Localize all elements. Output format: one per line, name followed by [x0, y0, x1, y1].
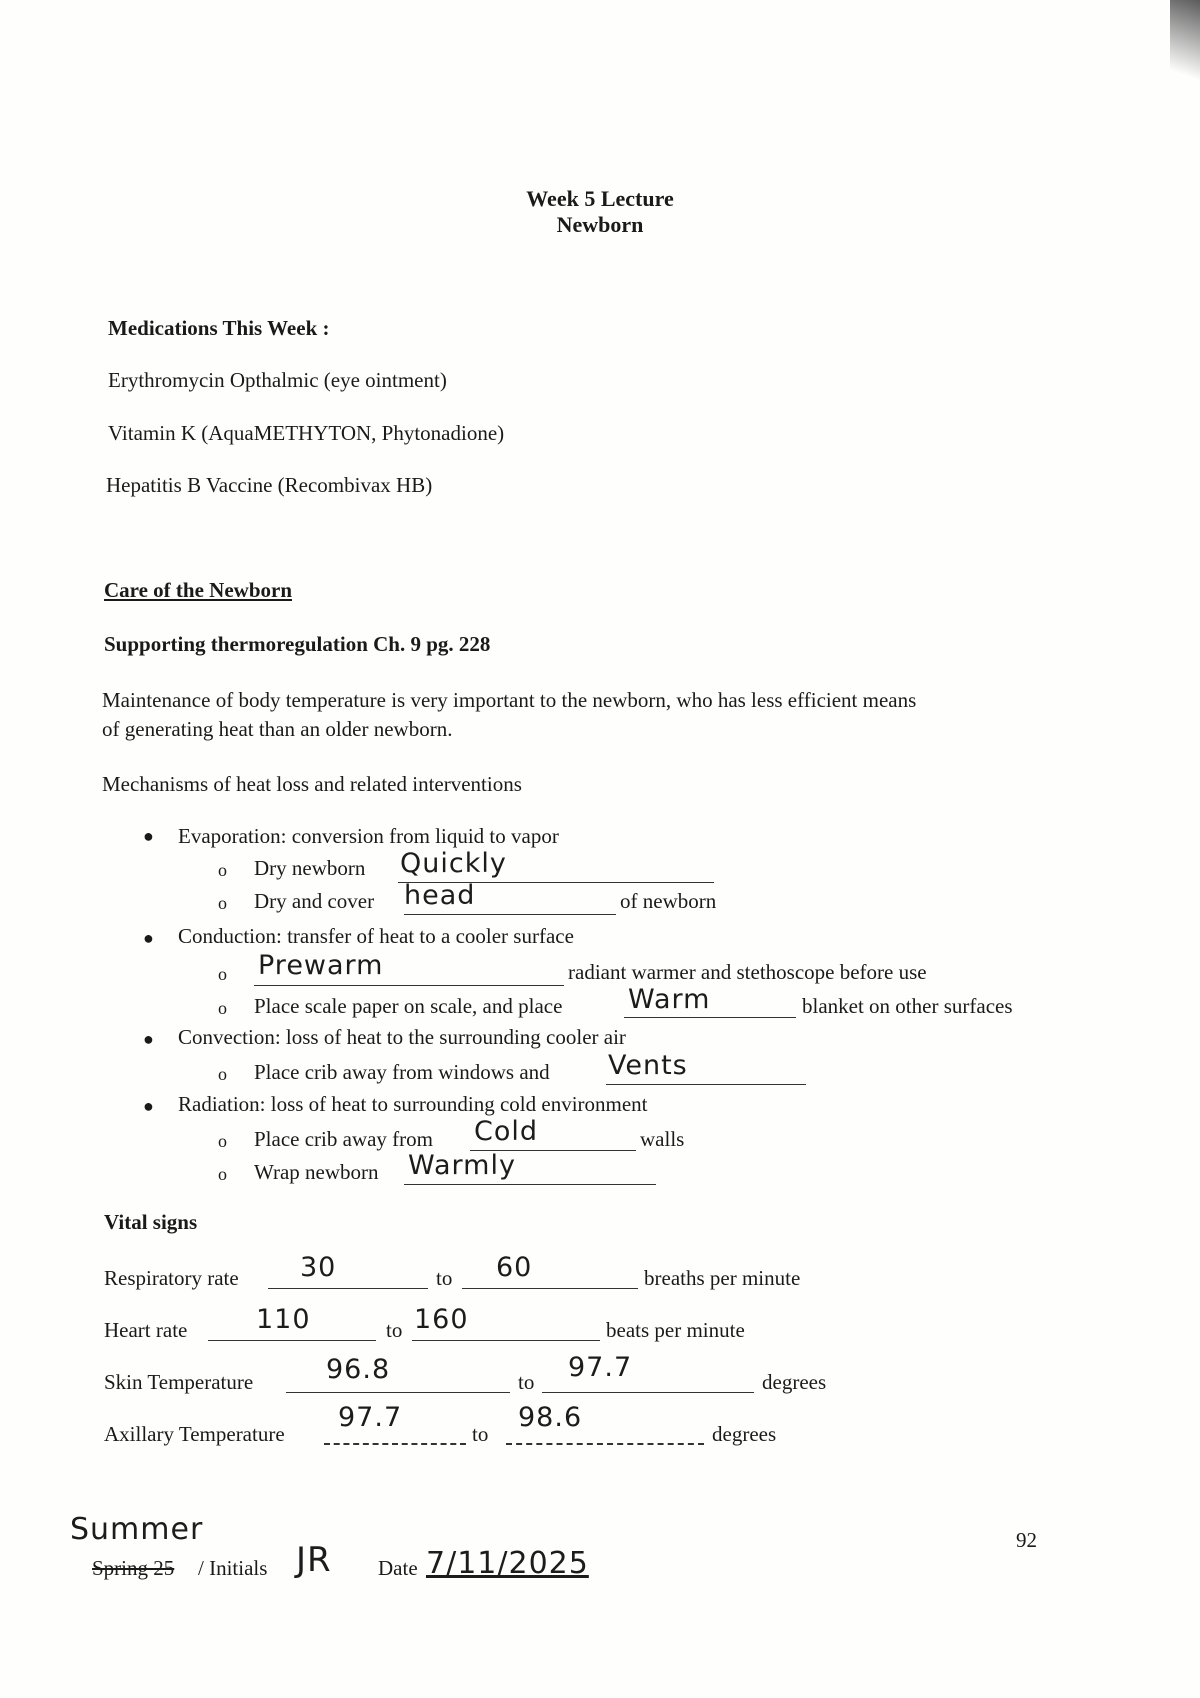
answer-blank — [412, 1340, 600, 1341]
heart-rate-unit: beats per minute — [606, 1318, 745, 1342]
answer-vents: Vents — [608, 1050, 688, 1081]
answer-blank — [268, 1288, 428, 1289]
answer-blank — [542, 1392, 754, 1393]
answer-quickly: Quickly — [400, 848, 507, 879]
skin-temp-unit: degrees — [762, 1370, 827, 1394]
sub-bullet-icon: o — [218, 1131, 227, 1151]
skin-temp-label: Skin Temperature — [104, 1370, 254, 1394]
answer-warmly: Warmly — [408, 1150, 516, 1181]
term-printed-struck: Spring 25 — [92, 1556, 175, 1580]
respiratory-high-value: 60 — [496, 1252, 533, 1283]
initials-value: JR — [296, 1540, 332, 1580]
answer-blank — [462, 1288, 638, 1289]
axillary-high-value: 98.6 — [518, 1402, 583, 1433]
answer-blank — [286, 1392, 510, 1393]
answer-head: head — [404, 880, 476, 911]
answer-blank — [506, 1443, 704, 1445]
respiratory-unit: breaths per minute — [644, 1266, 801, 1290]
bullet-icon: ● — [143, 826, 154, 846]
sub-bullet-icon: o — [218, 893, 227, 913]
axillary-temp-label: Axillary Temperature — [104, 1422, 285, 1446]
evaporation-label: Evaporation: conversion from liquid to vapor — [178, 824, 559, 848]
bullet-icon: ● — [143, 928, 154, 948]
answer-blank — [606, 1084, 806, 1085]
page-number: 92 — [1016, 1528, 1037, 1552]
care-heading: Care of the Newborn — [104, 578, 292, 602]
to-label: to — [472, 1422, 489, 1446]
answer-blank — [254, 985, 564, 986]
lecture-subtitle: Newborn — [556, 212, 644, 237]
to-label: to — [436, 1266, 453, 1290]
initials-label: / Initials — [198, 1556, 268, 1580]
conduction-item-2-text: Place scale paper on scale, and place — [254, 994, 563, 1018]
date-value: 7/11/2025 — [426, 1546, 589, 1581]
answer-blank — [404, 1184, 656, 1185]
medication-item: Hepatitis B Vaccine (Recombivax HB) — [106, 473, 433, 497]
heart-high-value: 160 — [414, 1304, 469, 1335]
medication-item: Erythromycin Opthalmic (eye ointment) — [108, 368, 447, 392]
sub-bullet-icon: o — [218, 964, 227, 984]
term-handwritten: Summer — [70, 1512, 204, 1547]
conduction-item-2-suffix: blanket on other surfaces — [802, 994, 1013, 1018]
sub-bullet-icon: o — [218, 998, 227, 1018]
paragraph-line: of generating heat than an older newborn. — [102, 717, 453, 741]
answer-prewarm: Prewarm — [258, 950, 384, 981]
sub-bullet-icon: o — [218, 1064, 227, 1084]
conduction-label: Conduction: transfer of heat to a cooler surface — [178, 924, 574, 948]
lecture-title: Week 5 Lecture — [526, 186, 674, 211]
heart-rate-label: Heart rate — [104, 1318, 188, 1342]
radiation-item-1-text: Place crib away from — [254, 1127, 434, 1151]
radiation-item-2-text: Wrap newborn — [254, 1160, 379, 1184]
mechanisms-title: Mechanisms of heat loss and related interventions — [102, 772, 522, 796]
convection-label: Convection: loss of heat to the surrounding cooler air — [178, 1025, 626, 1049]
axillary-temp-unit: degrees — [712, 1422, 777, 1446]
medication-item: Vitamin K (AquaMETHYTON, Phytonadione) — [108, 421, 505, 445]
answer-blank — [624, 1017, 796, 1018]
paragraph-line: Maintenance of body temperature is very important to the newborn, who has less efficient means — [102, 688, 917, 712]
answer-blank — [324, 1443, 466, 1445]
sub-bullet-icon: o — [218, 1164, 227, 1184]
evaporation-item-1-text: Dry newborn — [254, 856, 366, 880]
vital-signs-heading: Vital signs — [104, 1210, 198, 1234]
heart-low-value: 110 — [256, 1304, 311, 1335]
evaporation-item-2-suffix: of newborn — [620, 889, 717, 913]
sub-bullet-icon: o — [218, 860, 227, 880]
convection-item-1-text: Place crib away from windows and — [254, 1060, 550, 1084]
answer-cold: Cold — [474, 1116, 539, 1147]
bullet-icon: ● — [143, 1096, 154, 1116]
medications-heading: Medications This Week : — [108, 316, 330, 340]
respiratory-low-value: 30 — [300, 1252, 337, 1283]
radiation-label: Radiation: loss of heat to surrounding cold environment — [178, 1092, 648, 1116]
answer-blank — [404, 914, 616, 915]
to-label: to — [518, 1370, 535, 1394]
radiation-item-1-suffix: walls — [640, 1127, 685, 1151]
skin-high-value: 97.7 — [568, 1352, 633, 1383]
skin-low-value: 96.8 — [326, 1354, 391, 1385]
page-corner-shadow — [1170, 0, 1200, 90]
answer-blank — [208, 1340, 376, 1341]
answer-warm: Warm — [628, 984, 711, 1015]
to-label: to — [386, 1318, 403, 1342]
bullet-icon: ● — [143, 1029, 154, 1049]
conduction-item-1-suffix: radiant warmer and stethoscope before use — [568, 960, 927, 984]
respiratory-label: Respiratory rate — [104, 1266, 239, 1290]
thermoregulation-subheading: Supporting thermoregulation Ch. 9 pg. 228 — [104, 632, 491, 656]
axillary-low-value: 97.7 — [338, 1402, 403, 1433]
date-label: Date — [378, 1556, 418, 1580]
evaporation-item-2-text: Dry and cover — [254, 889, 375, 913]
